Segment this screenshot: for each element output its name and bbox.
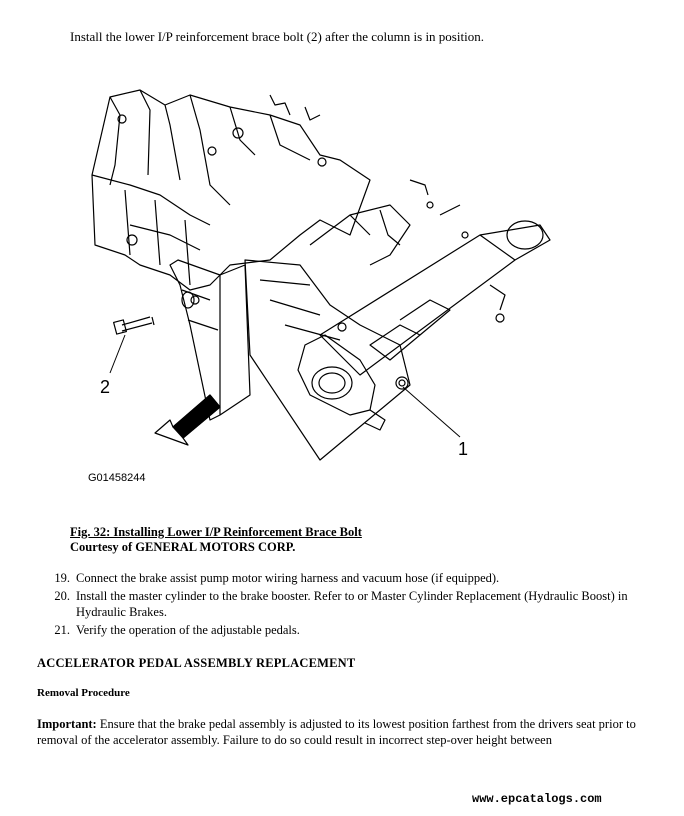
step-number: 21. <box>54 623 70 637</box>
subsection-title: Removal Procedure <box>37 687 130 699</box>
callout-1: 1 <box>458 439 469 459</box>
footer-watermark: www.epcatalogs.com <box>472 792 602 806</box>
lower-shroud-drawing <box>245 205 410 460</box>
brace-bolt-drawing <box>114 292 194 334</box>
callout-2: 2 <box>100 377 111 397</box>
caption-credit: Courtesy of GENERAL MOTORS CORP. <box>70 540 296 554</box>
steering-column-drawing <box>298 180 550 430</box>
important-label: Important: <box>37 717 97 731</box>
figure-illustration <box>70 85 630 505</box>
list-item <box>40 622 650 638</box>
section-title: ACCELERATOR PEDAL ASSEMBLY REPLACEMENT <box>37 656 356 670</box>
step-text: Connect the brake assist pump motor wiring harness and vacuum hose (if equipped). <box>76 571 500 585</box>
list-item <box>40 588 650 620</box>
figure-code: G01458244 <box>88 472 146 484</box>
intro-text: Install the lower I/P reinforcement brace bolt (2) after the column is in position. <box>70 29 484 44</box>
figure-caption <box>70 525 362 555</box>
step-number: 19. <box>54 571 70 585</box>
step-text: Install the master cylinder to the brake booster. Refer to or Master Cylinder Replacement (Hydraulic Boost) in Hydraulic Brakes. <box>76 589 628 619</box>
important-note <box>37 716 652 748</box>
caption-title: Fig. 32: Installing Lower I/P Reinforcement Brace Bolt <box>70 525 362 539</box>
step-text: Verify the operation of the adjustable pedals. <box>76 623 300 637</box>
step-number: 20. <box>54 589 70 603</box>
list-item <box>40 570 650 586</box>
ip-bracket-drawing <box>92 90 370 420</box>
important-text: Ensure that the brake pedal assembly is adjusted to its lowest position farthest from the drivers seat prior to removal of the accelerator assembly. Failure to do so could result in incorrect step-over height between <box>37 717 636 747</box>
steps-list <box>40 570 650 640</box>
